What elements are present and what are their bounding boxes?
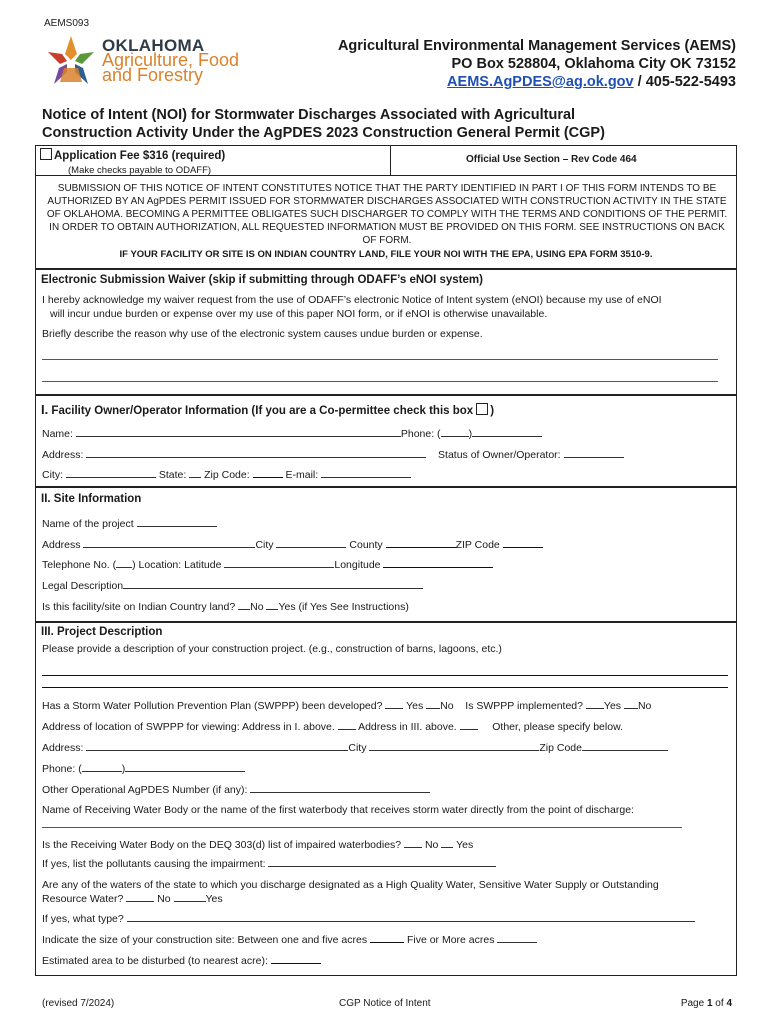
owner-state-field[interactable] (189, 468, 201, 478)
owner-city-field[interactable] (66, 468, 156, 478)
swppp-zip-label: Zip Code (539, 742, 582, 754)
footer-page-prefix: Page (680, 998, 707, 1009)
site-size-row (42, 933, 537, 946)
swppp-location-row (42, 720, 623, 733)
indian-yes-label: Yes (if Yes See Instructions) (278, 601, 409, 613)
pollutants-label: If yes, list the pollutants causing the impairment: (42, 858, 266, 870)
owner-city-label: City: (42, 469, 63, 481)
fee-cell (36, 146, 391, 176)
site-longitude-field[interactable] (383, 558, 493, 568)
section1-number: I. (41, 402, 49, 417)
indian-country-label: Is this facility/site on Indian Country land? (42, 601, 236, 613)
footer-page-number: 1 (706, 998, 713, 1009)
disturbed-area-field[interactable] (271, 954, 321, 964)
receiving-water-field[interactable] (42, 827, 682, 828)
disturbed-area-label: Estimated area to be disturbed (to nearest acre): (42, 955, 268, 967)
receiving-water-label: Name of Receiving Water Body or the name of the first waterbody that receives storm water directly from the point of discharge: (42, 804, 634, 816)
hq-yes-label: Yes (205, 893, 223, 905)
size-one-five-field[interactable] (370, 933, 404, 943)
site-address-label: Address (42, 539, 81, 551)
deq-label: Is the Receiving Water Body on the DEQ 303(d) list of impaired waterbodies? (42, 839, 402, 851)
owner-status-field[interactable] (564, 448, 624, 458)
site-longitude-label: Longitude (334, 559, 381, 571)
document-title (42, 106, 732, 142)
fee-note: (Make checks payable to ODAFF) (68, 165, 212, 176)
footer-page (681, 998, 732, 1009)
title-line2: Construction Activity Under the AgPDES 2023 Construction General Permit (CGP) (42, 125, 605, 141)
owner-operator-section (35, 395, 737, 487)
waiver-text1: I hereby acknowledge my waiver request from the use of ODAFF’s electronic Notice of Intent system (eNOI) because my use of eNOI (42, 294, 662, 306)
site-telephone-field[interactable] (116, 558, 132, 568)
section3-heading: III. Project Description (41, 626, 163, 638)
oklahoma-star-logo-icon (42, 34, 100, 92)
official-use-label: Official Use Section – Rev Code 464 (466, 154, 637, 165)
project-description-section (35, 622, 737, 976)
hq-yes-field[interactable] (174, 892, 206, 902)
indian-no-label: No (250, 601, 264, 613)
pollutants-row (42, 857, 496, 870)
waiver-text2: will incur undue burden or expense over my use of this paper NOI form, or if eNOI is otherwise unavailable. (50, 308, 548, 320)
deq-no-label: No (424, 839, 439, 851)
what-type-field[interactable] (127, 912, 695, 922)
deq-yes-label: Yes (456, 839, 474, 851)
site-latitude-field[interactable] (224, 558, 334, 568)
owner-name-row (42, 427, 542, 440)
waiver-prompt: Briefly describe the reason why use of the electronic system causes undue burden or expense. (42, 328, 483, 340)
site-city-label: City (255, 539, 274, 551)
project-name-label: Name of the project (42, 518, 134, 530)
what-type-row (42, 912, 695, 925)
site-location-row (42, 558, 493, 571)
swppp-phone-label: Phone: ( (42, 763, 82, 775)
title-line1: Notice of Intent (NOI) for Stormwater Discharges Associated with Agricultural (42, 107, 576, 123)
waiver-answer-line2[interactable] (42, 381, 718, 382)
swppp-impl-no-label: No (637, 700, 652, 712)
indian-yes-field[interactable] (266, 600, 278, 610)
project-description-line2[interactable] (42, 687, 728, 688)
high-quality-line1: Are any of the waters of the state to which you discharge designated as a High Quality Water, Sensitive Water Supply or Outstanding (42, 879, 659, 891)
swppp-above-i-field[interactable] (338, 720, 356, 730)
swppp-dev-yes-label: Yes (406, 700, 424, 712)
swppp-address-field[interactable] (86, 741, 348, 751)
deq-no-field[interactable] (404, 838, 422, 848)
project-name-row (42, 517, 217, 530)
swppp-row (42, 699, 651, 712)
site-information-section (35, 487, 737, 622)
fee-row (35, 145, 737, 176)
swppp-dev-no-field[interactable] (426, 699, 440, 709)
owner-state-label: State: (158, 469, 187, 481)
other-permit-field[interactable] (250, 783, 430, 793)
owner-name-field[interactable] (76, 427, 401, 437)
swppp-dev-yes-field[interactable] (385, 699, 403, 709)
high-quality-row (42, 892, 223, 905)
swppp-impl-yes-label: Yes (603, 700, 622, 712)
indian-no-field[interactable] (238, 600, 250, 610)
fee-label: Application Fee $316 (required) (54, 150, 226, 162)
other-permit-label: Other Operational AgPDES Number (if any): (42, 784, 248, 796)
owner-zip-field[interactable] (253, 468, 283, 478)
swppp-zip-field[interactable] (582, 741, 668, 751)
owner-email-field[interactable] (321, 468, 411, 478)
site-latitude-label: ) Location: Latitude (132, 559, 222, 571)
site-zip-label: ZIP Code (455, 539, 500, 551)
swppp-above-iii-label: III. above. (410, 721, 457, 733)
owner-phone-paren: ) (468, 428, 473, 440)
section2-heading: II. Site Information (41, 493, 142, 505)
notice-box (35, 175, 737, 269)
owner-address-row (42, 448, 624, 461)
indian-country-row (42, 600, 409, 613)
swppp-dev-no-label: No (440, 700, 454, 712)
site-address-field[interactable] (83, 538, 255, 548)
odaff-logo (42, 34, 282, 94)
footer-title: CGP Notice of Intent (339, 998, 431, 1009)
section1-title: Facility Owner/Operator Information (If you are a Co-permittee check this box (48, 405, 474, 417)
swppp-city-field[interactable] (369, 741, 539, 751)
swppp-above-iii-field[interactable] (460, 720, 478, 730)
footer-page-of: of (712, 998, 727, 1009)
site-county-field[interactable] (386, 538, 456, 548)
notice-indian-country: IF YOUR FACILITY OR SITE IS ON INDIAN COUNTRY LAND, FILE YOUR NOI WITH THE EPA, USING EPA FORM 3510-9. (119, 249, 653, 260)
site-address-row (42, 538, 543, 551)
swppp-developed-label: Has a Storm Water Pollution Prevention Plan (SWPPP) been developed? (42, 700, 383, 712)
agency-email-link[interactable]: AEMS.AgPDES@ag.ok.gov (447, 74, 634, 90)
swppp-location-label: Address of location of SWPPP for viewing: Address in (42, 721, 292, 733)
section1-heading (41, 402, 494, 417)
legal-description-label: Legal Description (42, 580, 124, 592)
other-permit-row (42, 783, 430, 796)
agency-block (338, 37, 736, 91)
waiver-answer-line1[interactable] (42, 359, 718, 360)
owner-city-row (42, 468, 411, 481)
deq-row (42, 838, 473, 851)
fee-checkbox[interactable] (40, 148, 52, 160)
owner-status-label: Status of Owner/Operator: (438, 449, 561, 461)
hq-no-field[interactable] (126, 892, 154, 902)
agency-phone: / 405-522-5493 (633, 74, 736, 90)
swppp-phone-paren: ) (121, 763, 126, 775)
pollutants-field[interactable] (268, 857, 496, 867)
legal-description-row (42, 579, 423, 592)
waiver-section (35, 269, 737, 395)
hq-no-label: No (157, 893, 171, 905)
waiver-heading: Electronic Submission Waiver (skip if submitting through ODAFF’s eNOI system) (41, 274, 483, 286)
legal-description-field[interactable] (123, 579, 423, 589)
agency-address: PO Box 528804, Oklahoma City OK 73152 (451, 56, 736, 72)
swppp-other-label: Other, please specify below. (492, 721, 623, 733)
size-five-more-field[interactable] (497, 933, 537, 943)
owner-address-field[interactable] (86, 448, 426, 458)
footer-revised: (revised 7/2024) (42, 998, 115, 1009)
agency-name: Agricultural Environmental Management Services (AEMS) (337, 38, 736, 54)
swppp-city-label: City (348, 742, 367, 754)
project-description-prompt: Please provide a description of your construction project. (e.g., construction of barns, lagoons, etc.) (42, 643, 502, 655)
swppp-impl-no-field[interactable] (624, 699, 638, 709)
copermittee-checkbox[interactable] (476, 403, 488, 415)
form-code: AEMS093 (44, 18, 90, 29)
project-name-field[interactable] (137, 517, 217, 527)
site-telephone-label: Telephone No. ( (42, 559, 117, 571)
owner-name-label: Name: (42, 428, 73, 440)
what-type-label: If yes, what type? (42, 913, 124, 925)
project-description-line1[interactable] (42, 675, 728, 676)
owner-phone-label: Phone: ( (400, 428, 441, 440)
swppp-phone-area-field[interactable] (82, 762, 122, 772)
disturbed-area-row (42, 954, 321, 967)
notice-text: SUBMISSION OF THIS NOTICE OF INTENT CONSTITUTES NOTICE THAT THE PARTY IDENTIFIED IN PART I OF THIS FORM INTENDS TO BE AUTHORIZED BY AN AgPDES PERMIT ISSUED FOR STORMWATER DISCHARGES ASSOCIATED WITH CONSTRUCTION ACTIVITY IN THE STATE OF OKLAHOMA. BECOMING A PERMITTEE OBLIGATES SUCH DISCHARGER TO COMPLY WITH THE TERMS AND CONDITIONS OF THE PERMIT. IN ORDER TO OBTAIN AUTHORIZATION, ALL REQUESTED INFORMATION MUST BE PROVIDED ON THIS FORM. SEE INSTRUCTIONS ON BACK OF FORM. (46, 183, 728, 246)
site-city-field[interactable] (276, 538, 346, 548)
owner-zip-label: Zip Code: (204, 469, 250, 481)
deq-yes-field[interactable] (441, 838, 453, 848)
swppp-address-in-label: Address in (358, 721, 408, 733)
swppp-address-label: Address: (42, 742, 84, 754)
size-five-more-label: Five or More acres (406, 934, 495, 946)
logo-line3: and Forestry (102, 65, 204, 85)
owner-phone-area-field[interactable] (441, 427, 469, 437)
section1-heading-end: ) (490, 405, 495, 417)
owner-email-label: E-mail: (285, 469, 319, 481)
site-county-label: County (349, 539, 383, 551)
swppp-address-row (42, 741, 668, 754)
swppp-impl-yes-field[interactable] (586, 699, 604, 709)
swppp-above-i-label: I. above. (294, 721, 335, 733)
footer-page-total: 4 (726, 998, 732, 1009)
owner-phone-field[interactable] (472, 427, 542, 437)
swppp-phone-field[interactable] (125, 762, 245, 772)
site-zip-field[interactable] (503, 538, 543, 548)
logo-line2: Agriculture, Food (102, 50, 240, 70)
logo-line1: OKLAHOMA (102, 36, 205, 55)
high-quality-label: Resource Water? (42, 893, 124, 905)
site-size-label: Indicate the size of your construction site: Between one and five acres (42, 934, 368, 946)
owner-address-label: Address: (42, 449, 84, 461)
swppp-implemented-label: Is SWPPP implemented? (465, 700, 583, 712)
swppp-phone-row (42, 762, 245, 775)
